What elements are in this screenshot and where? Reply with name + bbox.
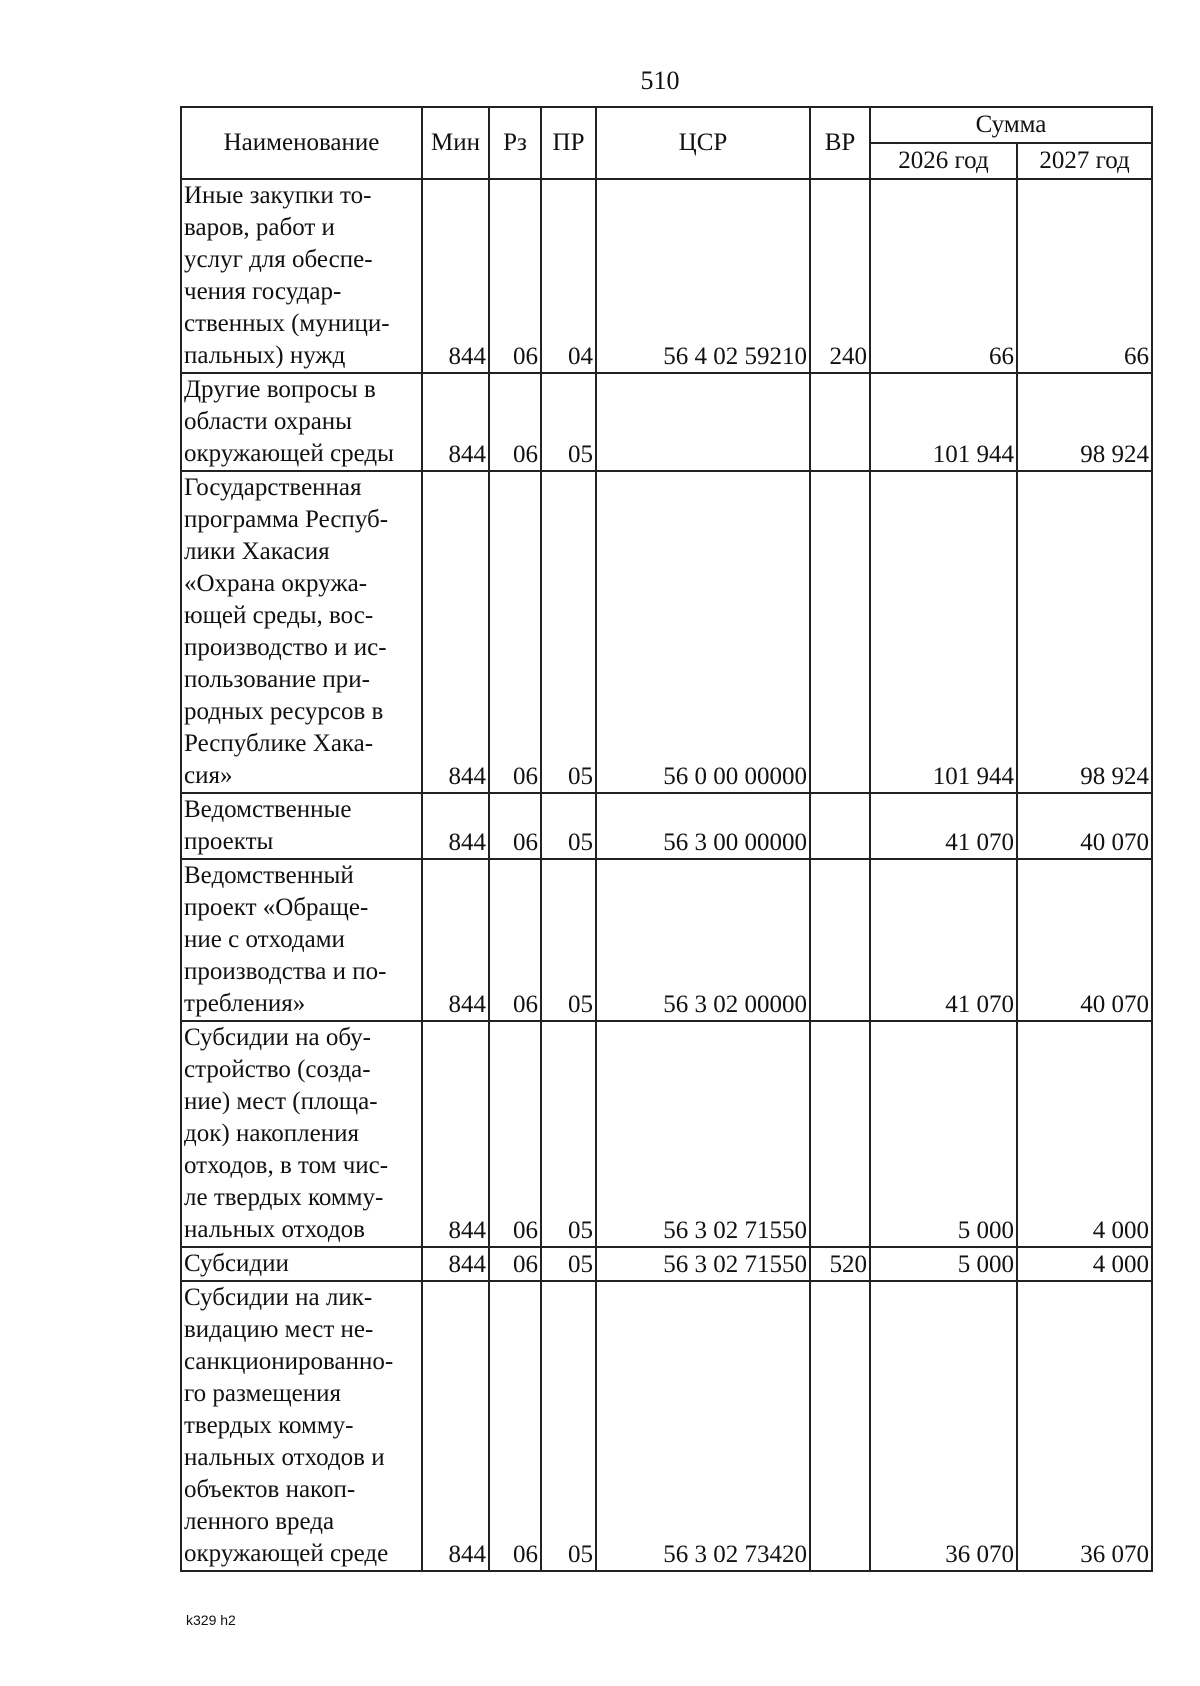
row-csr: 56 3 02 73420 bbox=[596, 1281, 810, 1571]
row-name: Субсидии на лик- видацию мест не- санкционированно- го размещения твердых комму- нальных отходов и объектов накоп- ленного вреда окружающей среде bbox=[181, 1281, 422, 1571]
budget-table bbox=[180, 106, 1153, 1572]
row-amount-2027: 66 bbox=[1017, 179, 1152, 373]
row-csr: 56 3 02 00000 bbox=[596, 859, 810, 1021]
row-amount-2027: 98 924 bbox=[1017, 471, 1152, 793]
row-rz: 06 bbox=[489, 1281, 541, 1571]
row-min: 844 bbox=[422, 373, 489, 471]
row-min: 844 bbox=[422, 793, 489, 859]
row-csr: 56 0 00 00000 bbox=[596, 471, 810, 793]
row-rz: 06 bbox=[489, 1021, 541, 1247]
row-name: Субсидии bbox=[181, 1247, 422, 1281]
table-row bbox=[181, 1281, 1152, 1571]
row-name: Иные закупки то- варов, работ и услуг для обеспе- чения государ- ственных (муници- пальных) нужд bbox=[181, 179, 422, 373]
footer-code: k329 h2 bbox=[186, 1612, 236, 1628]
row-amount-2026: 36 070 bbox=[870, 1281, 1017, 1571]
row-amount-2027: 36 070 bbox=[1017, 1281, 1152, 1571]
row-min: 844 bbox=[422, 1021, 489, 1247]
row-csr: 56 3 00 00000 bbox=[596, 793, 810, 859]
row-pr: 05 bbox=[541, 1281, 596, 1571]
row-name: Ведомственные проекты bbox=[181, 793, 422, 859]
header-min: Мин bbox=[422, 107, 489, 179]
row-pr: 05 bbox=[541, 1021, 596, 1247]
row-rz: 06 bbox=[489, 1247, 541, 1281]
table-body bbox=[181, 179, 1152, 1571]
row-rz: 06 bbox=[489, 373, 541, 471]
row-rz: 06 bbox=[489, 793, 541, 859]
row-rz: 06 bbox=[489, 471, 541, 793]
table-row bbox=[181, 373, 1152, 471]
row-csr: 56 3 02 71550 bbox=[596, 1021, 810, 1247]
row-min: 844 bbox=[422, 1247, 489, 1281]
row-vr bbox=[810, 793, 870, 859]
row-vr bbox=[810, 471, 870, 793]
table-row bbox=[181, 471, 1152, 793]
row-vr bbox=[810, 859, 870, 1021]
row-vr: 240 bbox=[810, 179, 870, 373]
header-sum: Сумма bbox=[870, 107, 1152, 143]
row-pr: 05 bbox=[541, 859, 596, 1021]
table-row bbox=[181, 793, 1152, 859]
row-amount-2027: 40 070 bbox=[1017, 859, 1152, 1021]
row-name: Другие вопросы в области охраны окружающей среды bbox=[181, 373, 422, 471]
row-amount-2026: 41 070 bbox=[870, 859, 1017, 1021]
row-pr: 05 bbox=[541, 793, 596, 859]
row-vr bbox=[810, 1021, 870, 1247]
row-vr bbox=[810, 1281, 870, 1571]
table-row bbox=[181, 1021, 1152, 1247]
row-amount-2027: 40 070 bbox=[1017, 793, 1152, 859]
row-pr: 05 bbox=[541, 1247, 596, 1281]
row-name: Государственная программа Респуб- лики Хакасия «Охрана окружа- ющей среды, вос- производство и ис- пользование при- родных ресурсов в Республике Хака- сия» bbox=[181, 471, 422, 793]
row-amount-2027: 98 924 bbox=[1017, 373, 1152, 471]
row-amount-2026: 5 000 bbox=[870, 1247, 1017, 1281]
header-name: Наименование bbox=[181, 107, 422, 179]
header-rz: Рз bbox=[489, 107, 541, 179]
row-vr: 520 bbox=[810, 1247, 870, 1281]
row-csr: 56 4 02 59210 bbox=[596, 179, 810, 373]
row-amount-2026: 66 bbox=[870, 179, 1017, 373]
row-pr: 04 bbox=[541, 179, 596, 373]
row-rz: 06 bbox=[489, 179, 541, 373]
table-row bbox=[181, 179, 1152, 373]
header-vr: ВР bbox=[810, 107, 870, 179]
row-name: Ведомственный проект «Обраще- ние с отходами производства и по- требления» bbox=[181, 859, 422, 1021]
row-min: 844 bbox=[422, 471, 489, 793]
row-rz: 06 bbox=[489, 859, 541, 1021]
header-pr: ПР bbox=[541, 107, 596, 179]
row-amount-2026: 5 000 bbox=[870, 1021, 1017, 1247]
row-pr: 05 bbox=[541, 373, 596, 471]
header-csr: ЦСР bbox=[596, 107, 810, 179]
table-row bbox=[181, 859, 1152, 1021]
page-number: 510 bbox=[640, 66, 680, 95]
row-name: Субсидии на обу- стройство (созда- ние) мест (площа- док) накопления отходов, в том чис- ле твердых комму- нальных отходов bbox=[181, 1021, 422, 1247]
table-row bbox=[181, 1247, 1152, 1281]
row-amount-2026: 101 944 bbox=[870, 471, 1017, 793]
row-amount-2026: 101 944 bbox=[870, 373, 1017, 471]
row-min: 844 bbox=[422, 179, 489, 373]
row-amount-2026: 41 070 bbox=[870, 793, 1017, 859]
row-min: 844 bbox=[422, 859, 489, 1021]
row-min: 844 bbox=[422, 1281, 489, 1571]
header-row bbox=[181, 107, 1152, 143]
row-csr bbox=[596, 373, 810, 471]
header-year-2026: 2026 год bbox=[870, 143, 1017, 179]
row-vr bbox=[810, 373, 870, 471]
row-csr: 56 3 02 71550 bbox=[596, 1247, 810, 1281]
row-pr: 05 bbox=[541, 471, 596, 793]
row-amount-2027: 4 000 bbox=[1017, 1021, 1152, 1247]
header-year-2027: 2027 год bbox=[1017, 143, 1152, 179]
row-amount-2027: 4 000 bbox=[1017, 1247, 1152, 1281]
